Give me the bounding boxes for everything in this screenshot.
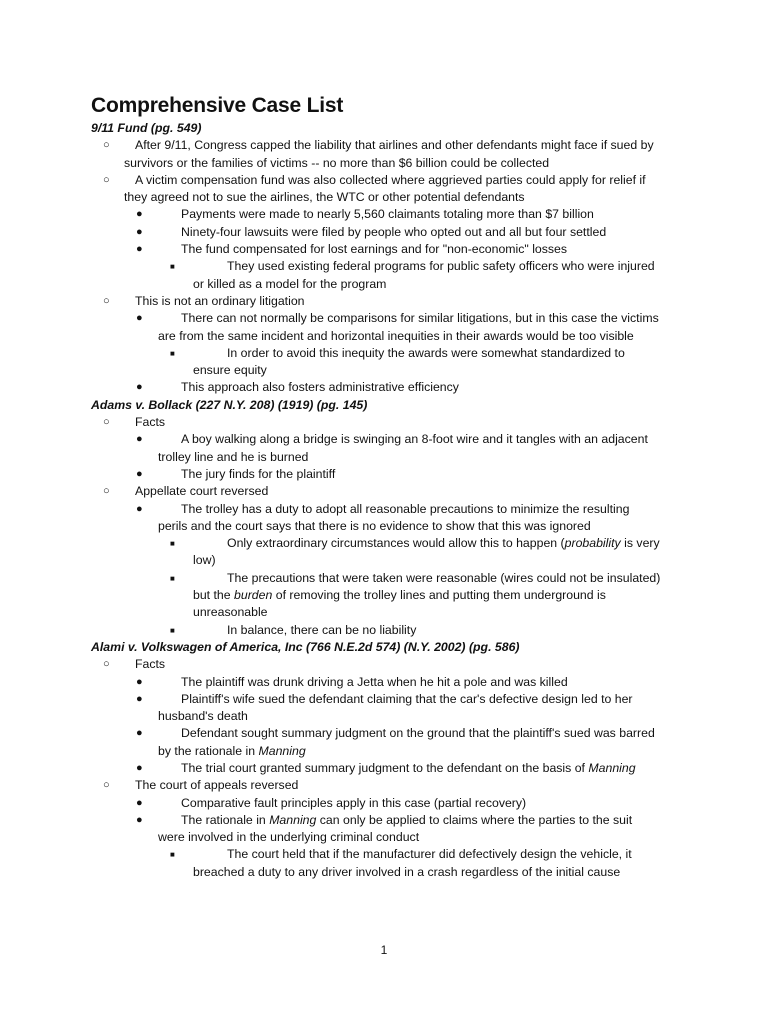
text-run: The rationale in — [181, 812, 270, 827]
text-run: perils and the court says that there is no evidence to show that this was ignored — [158, 518, 591, 533]
list-item — [0, 310, 768, 327]
case-heading: 9/11 Fund (pg. 549) — [91, 121, 202, 135]
filled-circle-bullet-icon: ● — [136, 761, 143, 774]
hollow-circle-bullet-icon: ○ — [103, 416, 110, 429]
page-number: 1 — [380, 943, 388, 957]
list-item-continuation — [0, 328, 768, 345]
text-run: Comparative fault principles apply in this case (partial recovery) — [181, 795, 527, 810]
text-run: are from the same incident and horizontal inequities in their awards would be too visible — [158, 328, 634, 343]
list-item — [0, 379, 768, 396]
text-run: Only extraordinary circumstances would allow this to happen ( — [227, 536, 565, 551]
list-item — [0, 656, 768, 673]
text-run: The trial court granted summary judgment to the defendant on the basis of — [181, 760, 589, 775]
text-run: Defendant sought summary judgment on the ground that the plaintiff's sued was barred — [181, 726, 655, 741]
list-item — [0, 466, 768, 483]
list-item-continuation — [0, 276, 768, 293]
text-run: by the rationale in — [158, 743, 259, 758]
filled-circle-bullet-icon: ● — [136, 796, 143, 809]
italic-text: burden — [234, 588, 273, 603]
filled-circle-bullet-icon: ● — [136, 727, 143, 740]
text-run: Facts — [135, 657, 166, 672]
text-run: husband's death — [158, 709, 248, 724]
hollow-circle-bullet-icon: ○ — [103, 779, 110, 792]
list-item — [0, 483, 768, 500]
italic-text: Manning — [258, 743, 306, 758]
hollow-circle-bullet-icon: ○ — [103, 485, 110, 498]
text-run: can only be applied to claims where the parties to the suit — [316, 812, 633, 827]
hollow-circle-bullet-icon: ○ — [103, 658, 110, 671]
list-item — [0, 795, 768, 812]
case-heading: Adams v. Bollack (227 N.Y. 208) (1919) (pg. 145) — [91, 397, 368, 412]
list-item — [0, 622, 768, 639]
list-item-continuation — [0, 587, 768, 604]
text-run: Appellate court reversed — [135, 484, 269, 499]
text-run: In balance, there can be no liability — [227, 622, 417, 637]
text-run: The court of appeals reversed — [135, 778, 299, 793]
text-run: The court held that if the manufacturer did defectively design the vehicle, it — [227, 847, 632, 862]
filled-circle-bullet-icon: ● — [136, 381, 143, 394]
text-run: low) — [193, 553, 216, 568]
text-run: trolley line and he is burned — [158, 449, 309, 464]
square-bullet-icon: ■ — [170, 625, 175, 635]
filled-circle-bullet-icon: ● — [136, 675, 143, 688]
text-run: The plaintiff was drunk driving a Jetta when he hit a pole and was killed — [181, 674, 568, 689]
text-run: After 9/11, Congress capped the liability that airlines and other defendants might face if sued by — [135, 138, 654, 153]
text-run: The trolley has a duty to adopt all reasonable precautions to minimize the resulting — [181, 501, 630, 516]
list-item — [0, 674, 768, 691]
hollow-circle-bullet-icon: ○ — [103, 294, 110, 307]
square-bullet-icon: ■ — [170, 262, 175, 272]
text-run: They used existing federal programs for public safety officers who were injured — [227, 259, 655, 274]
filled-circle-bullet-icon: ● — [136, 243, 143, 256]
list-item-continuation — [0, 829, 768, 846]
square-bullet-icon: ■ — [170, 539, 175, 549]
list-item-continuation — [0, 518, 768, 535]
filled-circle-bullet-icon: ● — [136, 502, 143, 515]
text-run: Facts — [135, 415, 166, 430]
text-run: survivors or the families of victims -- no more than $6 billion could be collected — [124, 155, 550, 170]
text-run: Ninety-four lawsuits were filed by people who opted out and all but four settled — [181, 224, 607, 239]
text-run: In order to avoid this inequity the awards were somewhat standardized to — [227, 345, 625, 360]
list-item-continuation — [0, 604, 768, 621]
text-run: The fund compensated for lost earnings and for "non-economic" losses — [181, 242, 568, 257]
hollow-circle-bullet-icon: ○ — [103, 139, 110, 152]
list-item — [0, 760, 768, 777]
filled-circle-bullet-icon: ● — [136, 312, 143, 325]
hollow-circle-bullet-icon: ○ — [103, 173, 110, 186]
page-title: Comprehensive Case List — [91, 94, 344, 117]
list-item-continuation — [0, 189, 768, 206]
list-item-continuation — [0, 362, 768, 379]
filled-circle-bullet-icon: ● — [136, 225, 143, 238]
square-bullet-icon: ■ — [170, 573, 175, 583]
text-run: There can not normally be comparisons for similar litigations, but in this case the victims — [181, 311, 659, 326]
list-item-continuation — [0, 552, 768, 569]
italic-text: Manning — [588, 760, 636, 775]
case-heading: Alami v. Volkswagen of America, Inc (766 N.E.2d 574) (N.Y. 2002) (pg. 586) — [91, 639, 520, 654]
italic-text: probability — [564, 536, 621, 551]
text-run: is very — [620, 536, 660, 551]
list-item — [0, 777, 768, 794]
filled-circle-bullet-icon: ● — [136, 208, 143, 221]
text-run: This approach also fosters administrative efficiency — [181, 380, 459, 395]
text-run: The precautions that were taken were reasonable (wires could not be insulated) — [227, 570, 661, 585]
text-run: unreasonable — [193, 605, 268, 620]
filled-circle-bullet-icon: ● — [136, 467, 143, 480]
text-run: A boy walking along a bridge is swinging an 8-foot wire and it tangles with an adjacent — [181, 432, 648, 447]
list-item — [0, 812, 768, 829]
filled-circle-bullet-icon: ● — [136, 813, 143, 826]
text-run: they agreed not to sue the airlines, the WTC or other potential defendants — [124, 190, 525, 205]
list-item — [0, 172, 768, 189]
list-item-continuation — [0, 449, 768, 466]
list-item — [0, 224, 768, 241]
list-item — [0, 137, 768, 154]
text-run: breached a duty to any driver involved in a crash regardless of the initial cause — [193, 864, 621, 879]
text-run: Plaintiff's wife sued the defendant claiming that the car's defective design led to her — [181, 691, 633, 706]
outline-list — [0, 120, 768, 881]
list-item — [0, 345, 768, 362]
text-run: The jury finds for the plaintiff — [181, 466, 336, 481]
list-item — [0, 258, 768, 275]
list-item-continuation — [0, 743, 768, 760]
list-item — [0, 570, 768, 587]
text-run: were involved in the underlying criminal conduct — [158, 830, 420, 845]
list-item — [0, 535, 768, 552]
list-item — [0, 206, 768, 223]
square-bullet-icon: ■ — [170, 348, 175, 358]
list-item — [0, 293, 768, 310]
list-item — [0, 501, 768, 518]
list-item — [0, 414, 768, 431]
filled-circle-bullet-icon: ● — [136, 433, 143, 446]
text-run: A victim compensation fund was also collected where aggrieved parties could apply for relief if — [135, 172, 646, 187]
text-run: This is not an ordinary litigation — [135, 293, 305, 308]
list-item — [0, 725, 768, 742]
list-item-continuation — [0, 864, 768, 881]
list-item-continuation — [0, 708, 768, 725]
list-item — [0, 241, 768, 258]
text-run: Payments were made to nearly 5,560 claimants totaling more than $7 billion — [181, 207, 594, 222]
list-item — [0, 431, 768, 448]
text-run: but the — [193, 588, 235, 603]
text-run: of removing the trolley lines and putting them underground is — [272, 588, 606, 603]
list-item — [0, 846, 768, 863]
list-item-continuation — [0, 155, 768, 172]
text-run: or killed as a model for the program — [193, 276, 387, 291]
filled-circle-bullet-icon: ● — [136, 692, 143, 705]
text-run: ensure equity — [193, 363, 267, 378]
square-bullet-icon: ■ — [170, 850, 175, 860]
italic-text: Manning — [269, 812, 317, 827]
list-item — [0, 691, 768, 708]
